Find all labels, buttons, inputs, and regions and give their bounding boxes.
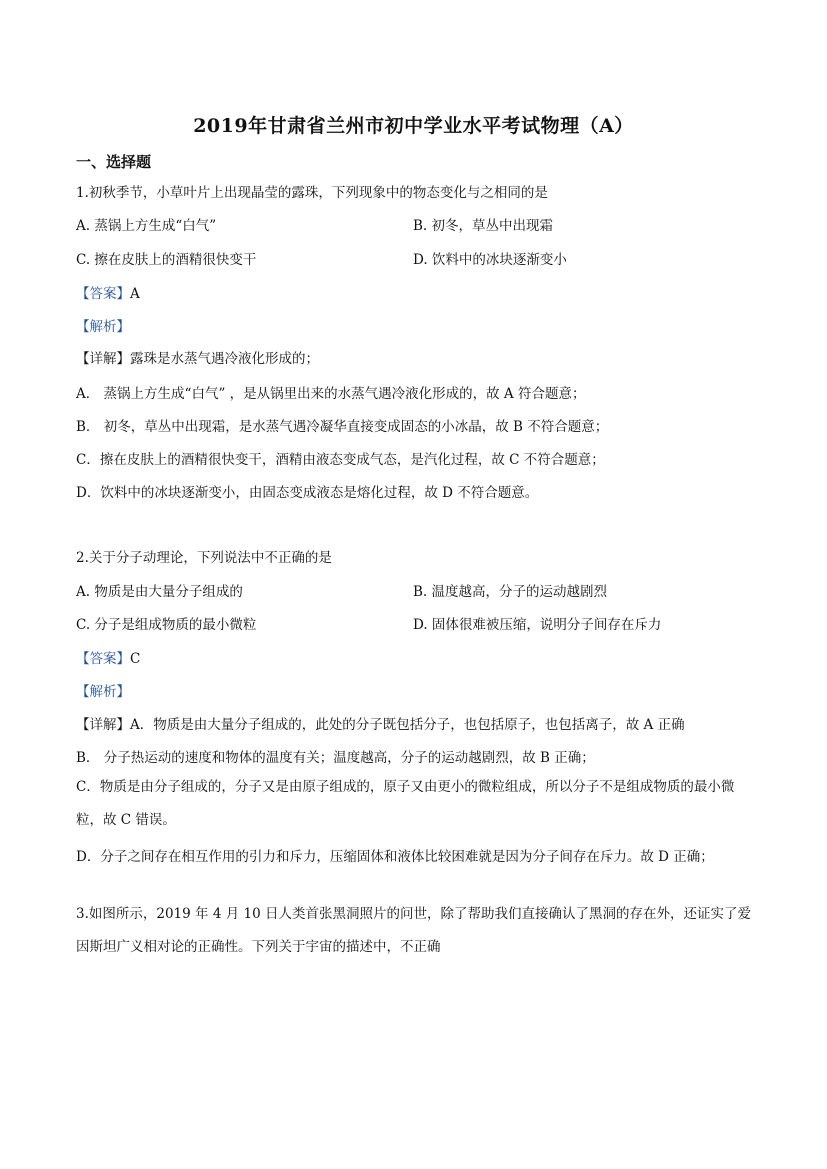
answer-label: 【答案】: [76, 651, 130, 667]
question-2-detail-2: B． 分子热运动的速度和物体的温度有关；温度越高，分子的运动越剧烈，故 B 正确；: [76, 750, 595, 766]
answer-label: 【答案】: [76, 286, 130, 302]
question-1-analysis-label: 【解析】: [76, 319, 130, 335]
question-1-option-c: C. 擦在皮肤上的酒精很快变干: [76, 252, 257, 268]
question-1-option-d: D. 饮料中的冰块逐渐变小: [413, 252, 567, 268]
question-2-answer: [76, 649, 140, 669]
question-1-detail-2: A． 蒸锅上方生成“白气” ，是从锅里出来的水蒸气遇冷液化形成的，故 A 符合题意；: [76, 386, 586, 402]
question-1-option-b: B. 初冬，草丛中出现霜: [413, 218, 554, 234]
answer-value: C: [130, 651, 141, 667]
question-2-detail-1: [76, 715, 685, 735]
question-2-detail-4: D．分子之间存在相互作用的引力和斥力，压缩固体和液体比较困难就是因为分子间存在斥力。故 D 正确；: [76, 849, 714, 865]
question-2-option-d: D. 固体很难被压缩，说明分子间存在斥力: [413, 617, 662, 633]
question-1-detail-4: C．擦在皮肤上的酒精很快变干，酒精由液态变成气态，是汽化过程，故 C 不符合题意；: [76, 452, 605, 468]
detail-label: 【详解】: [76, 351, 130, 367]
page-title: 2019年甘肃省兰州市初中学业水平考试物理（A）: [193, 115, 634, 137]
question-3-stem: 3.如图所示，2019 年 4 月 10 日人类首张黑洞照片的问世，除了帮助我们直接确认了黑洞的存在外，还证实了爱因斯坦广义相对论的正确性。下列关于宇宙的描述中，不正确: [76, 906, 751, 955]
section-heading: 一、选择题: [76, 153, 152, 171]
question-2-detail-3: C．物质是由分子组成的，分子又是由原子组成的，原子又由更小的微粒组成，所以分子不是组成物质的最小微粒，故 C 错误。: [76, 779, 735, 828]
question-1-stem: 1.初秋季节，小草叶片上出现晶莹的露珠，下列现象中的物态变化与之相同的是: [76, 185, 548, 201]
question-1-detail-5: D．饮料中的冰块逐渐变小，由固态变成液态是熔化过程，故 D 不符合题意。: [76, 485, 539, 501]
question-1-answer: [76, 284, 140, 304]
answer-value: A: [130, 286, 140, 302]
question-2-analysis-label: 【解析】: [76, 684, 130, 700]
question-1-detail-3: B． 初冬，草丛中出现霜，是水蒸气遇冷凝华直接变成固态的小冰晶，故 B 不符合题意；: [76, 419, 609, 435]
question-2-stem: 2.关于分子动理论，下列说法中不正确的是: [76, 550, 332, 566]
question-2-option-a: A. 物质是由大量分子组成的: [76, 584, 243, 600]
question-2-option-b: B. 温度越高，分子的运动越剧烈: [413, 584, 608, 600]
question-1-option-a: A. 蒸锅上方生成“白气”: [76, 218, 217, 234]
question-2-option-c: C. 分子是组成物质的最小微粒: [76, 617, 257, 633]
question-1-detail-1: [76, 349, 319, 369]
detail-text: A．物质是由大量分子组成的，此处的分子既包括分子，也包括原子，也包括离子，故 A 正确: [130, 717, 685, 733]
detail-label: 【详解】: [76, 717, 130, 733]
detail-text: 露珠是水蒸气遇冷液化形成的；: [130, 351, 319, 367]
